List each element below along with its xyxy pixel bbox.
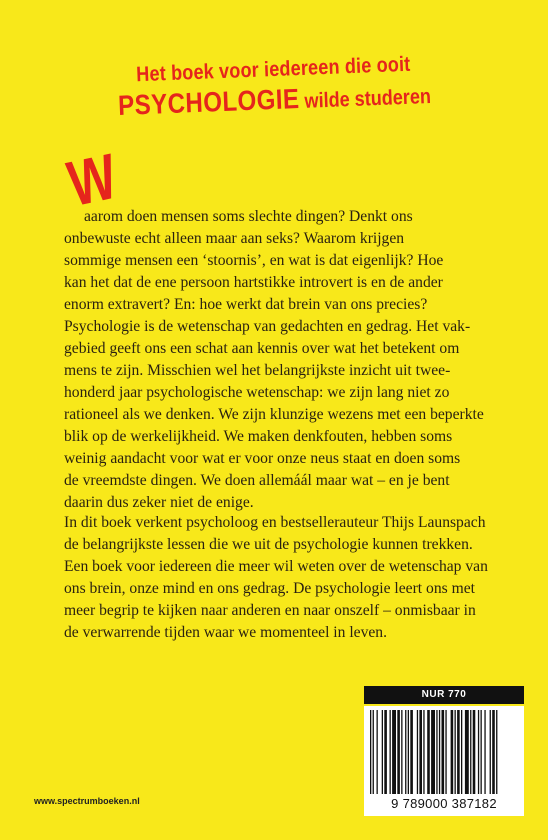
text-line: de vreemdste dingen. We doen allemáál maar wat – en je bent <box>64 472 450 489</box>
barcode-bar <box>457 710 460 794</box>
barcode-bar <box>390 710 391 794</box>
text-line: meer begrip te kijken naar anderen en naar onszelf – onmisbaar in <box>64 602 476 619</box>
paragraph-psychology <box>64 316 496 514</box>
barcode-bar <box>431 710 435 794</box>
text-line: de belangrijkste lessen die we uit de psychologie kunnen trekken. <box>64 536 473 553</box>
text-line: enorm extravert? En: hoe werkt dat brein van ons precies? <box>64 296 428 313</box>
text-line: kan het dat de ene persoon hartstikke introvert is en de ander <box>64 274 443 291</box>
publisher-website: www.spectrumboeken.nl <box>34 796 140 806</box>
text-line: In dit boek verkent psycholoog en bestsellerauteur Thijs Launspach <box>64 514 486 531</box>
text-line: Psychologie is de wetenschap van gedachten en gedrag. Het vak- <box>64 318 471 335</box>
text-line: Een boek voor iedereen die meer wil weten over de wetenschap van <box>64 558 488 575</box>
barcode-bar <box>451 710 454 794</box>
barcode-bar <box>465 710 469 794</box>
text-line: ons brein, onze mind en ons gedrag. De psychologie leert ons met <box>64 580 475 597</box>
barcode-bar <box>397 710 400 794</box>
text-line: daarin dus zeker niet de enige. <box>64 494 254 511</box>
nur-label: NUR 770 <box>364 686 524 704</box>
barcode-bar <box>455 710 456 794</box>
text-line: honderd jaar psychologische wetenschap: we zijn lang niet zo <box>64 384 450 401</box>
barcode-bar <box>436 710 437 794</box>
barcode-bar <box>492 710 495 794</box>
drop-cap: W <box>61 139 123 221</box>
barcode-bar <box>377 710 378 794</box>
text-line: onbewuste echt alleen maar aan seks? Waarom krijgen <box>64 230 405 247</box>
barcode-bar <box>405 710 406 794</box>
barcode-bar <box>481 710 482 794</box>
barcode-bar <box>461 710 462 794</box>
isbn-number: 9 789000 387182 <box>391 796 497 811</box>
barcode-bar <box>439 710 440 794</box>
barcode-bar <box>392 710 396 794</box>
tagline-line-1: Het boek voor iedereen die ooit <box>135 52 411 87</box>
barcode-bar <box>470 710 471 794</box>
text-line: sommige mensen een ‘stoornis’, en wat is dat eigenlijk? Hoe <box>64 252 444 269</box>
barcode-bar <box>408 710 409 794</box>
text-line: aarom doen mensen soms slechte dingen? Denkt ons <box>84 208 413 225</box>
tagline-highlight: PSYCHOLOGIE <box>117 83 300 121</box>
text-line: blik op de werkelijkheid. We maken denkfouten, hebben soms <box>64 428 453 445</box>
barcode-bar <box>401 710 402 794</box>
barcode-bar <box>382 710 383 794</box>
paragraph-intro <box>64 206 496 316</box>
text-line: weinig aandacht voor wat er voor onze neus staat en doen soms <box>64 450 461 467</box>
barcode-bar <box>442 710 445 794</box>
barcode-bar <box>370 710 371 794</box>
barcode <box>364 706 524 816</box>
barcode-bar <box>417 710 418 794</box>
barcode-bar <box>445 710 446 794</box>
barcode-bars <box>364 706 524 796</box>
text-line: de verwarrende tijden waar we momenteel in leven. <box>64 624 387 641</box>
barcode-bar <box>423 710 424 794</box>
text-line: gebied geeft ons een schat aan kennis over wat het betekent om <box>64 340 460 357</box>
barcode-bar <box>496 710 497 794</box>
text-line: rationeel als we denken. We zijn klunzige wezens met een beperkte <box>64 406 484 423</box>
text-line: mens te zijn. Misschien wel het belangrijkste inzicht uit twee- <box>64 362 451 379</box>
barcode-bar <box>473 710 476 794</box>
barcode-bar <box>384 710 387 794</box>
barcode-bar <box>373 710 374 794</box>
barcode-bar <box>484 710 485 794</box>
tagline-line-2-rest: wilde studeren <box>299 84 432 114</box>
paragraph-book <box>64 512 496 644</box>
tagline <box>0 48 548 127</box>
barcode-bar <box>410 710 413 794</box>
barcode-bar <box>478 710 479 794</box>
barcode-bar <box>419 710 422 794</box>
barcode-bar <box>490 710 491 794</box>
barcode-bar <box>427 710 430 794</box>
